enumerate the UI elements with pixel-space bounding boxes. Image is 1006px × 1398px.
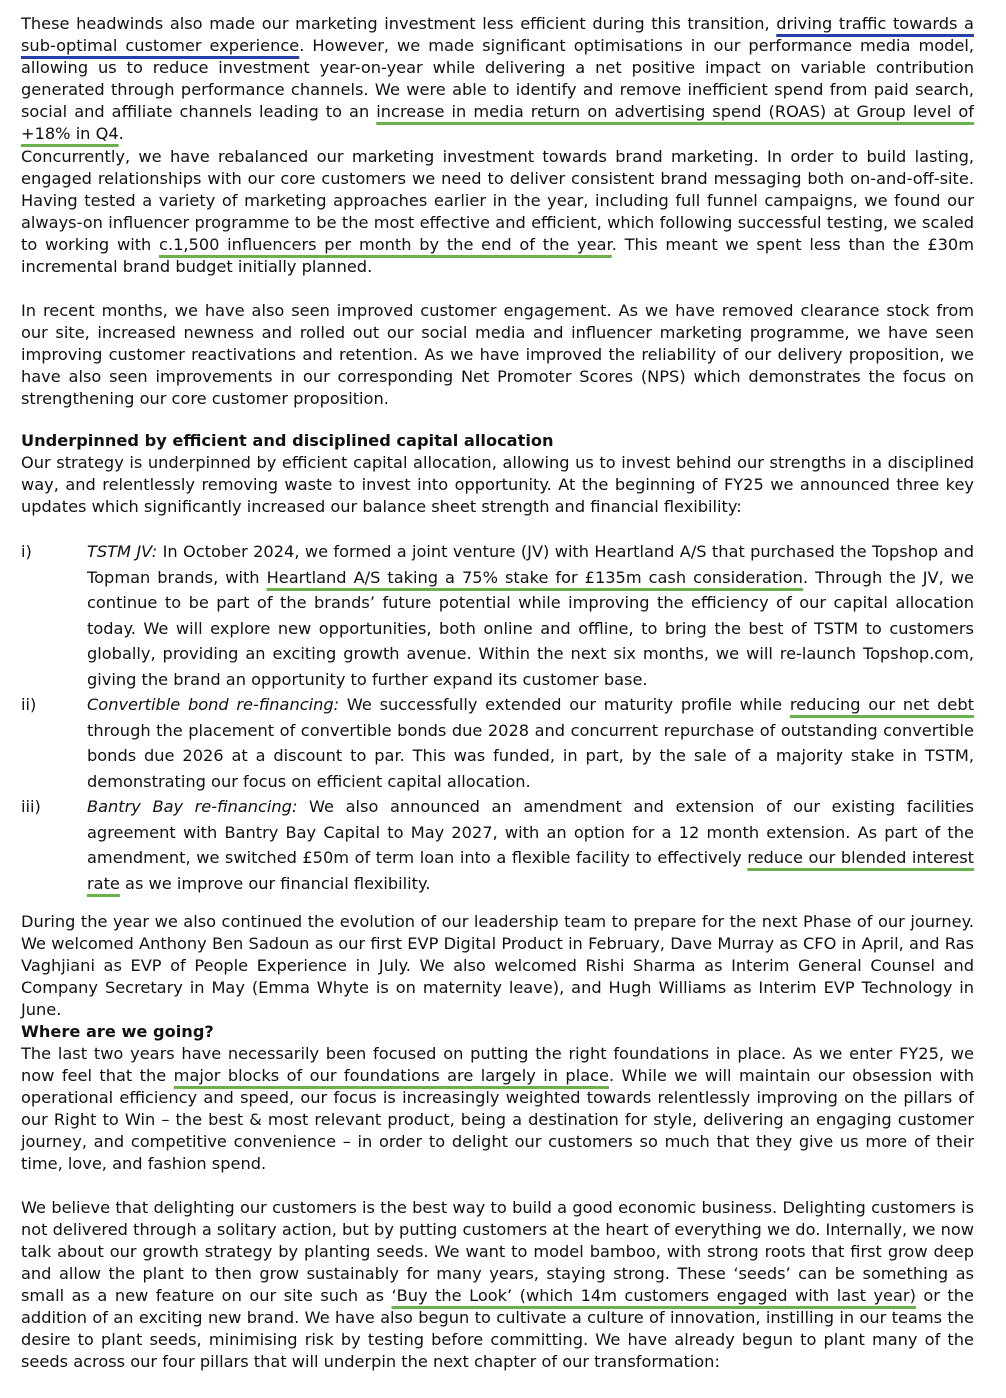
- section-heading-where-going: Where are we going?: [21, 1022, 214, 1041]
- text: as we improve our financial flexibility.: [125, 873, 431, 893]
- paragraph-growth-strategy: [21, 1197, 974, 1373]
- paragraph-capital-allocation: Our strategy is underpinned by efficient capital allocation, allowing us to invest behind our strengths in a disciplined way, and relentlessly removing waste to invest into opportunity. At the beginning of FY25 we announced three key updates which significantly increased our balance sheet strength and financial flexibility:: [21, 453, 974, 516]
- list-item-tstm-jv: [87, 539, 974, 693]
- highlight-roas-increase: increase in media return on advertising spend (ROAS) at Group level of +18% in Q4: [21, 102, 974, 143]
- list-number: i): [21, 542, 32, 561]
- highlight-heartland-stake: Heartland A/S taking a 75% stake for £135m cash consideration: [266, 567, 803, 587]
- highlight-buy-the-look: ‘Buy the Look’ (which 14m customers engaged with last year): [391, 1286, 916, 1305]
- text: . This meant we spent less than the £30m incremental brand budget initially planned.: [21, 235, 974, 276]
- text: We successfully extended our maturity profile while: [346, 695, 783, 714]
- text: . While we will maintain our obsession with operational efficiency and speed, our focus is increasingly weighted towards relentlessly improving on the pillars of our Right to Win – the best & most relevant product, being a destination for style, delivering an engaging customer journey, and competitive convenience – in order to delight our customers so much that they give us more of their time, love, and fashion spend.: [21, 1066, 974, 1173]
- text: These headwinds also made our marketing investment less efficient during this transition,: [21, 14, 770, 33]
- list-number: ii): [21, 695, 37, 714]
- list-item-title: Convertible bond re-financing:: [87, 695, 340, 714]
- highlight-foundations: major blocks of our foundations are largely in place: [173, 1066, 609, 1085]
- highlight-influencers: c.1,500 influencers per month by the end of the year: [159, 235, 612, 254]
- paragraph-leadership-team: During the year we also continued the evolution of our leadership team to prepare for the next Phase of our journey. We welcomed Anthony Ben Sadoun as our first EVP Digital Product in February, Dave Murray as CFO in April, and Ras Vaghjiani as EVP of People Experience in July. We also welcomed Rishi Sharma as Interim General Counsel and Company Secretary in May (Emma Whyte is on maternity leave), and Hugh Williams as Interim EVP Technology in June.: [21, 912, 974, 1019]
- highlight-interest-rate: reduce our blended interest rate: [87, 848, 974, 893]
- text: . However, we made significant optimisations in our performance media model, allowing us to reduce investment year-on-year while delivering a net positive impact on variable contribution generated through performance channels. We were able to identify and remove inefficient spend from paid search, social and affiliate channels leading to an: [21, 36, 974, 121]
- paragraph-marketing-efficiency: [21, 13, 974, 145]
- paragraph-foundations: [21, 1043, 974, 1175]
- text: The last two years have necessarily been focused on putting the right foundations in place. As we enter FY25, we now feel that the: [21, 1044, 974, 1085]
- text: We believe that delighting our customers is the best way to build a good economic business. Delighting customers is not delivered through a solitary action, but by putting customers at the heart of everything we do. Internally, we now talk about our growth strategy by planting seeds. We want to model bamboo, with strong roots that first grow deep and allow the plant to then grow sustainably for many years, staying strong. These ‘seeds’ can be something as small as a new feature on our site such as: [21, 1198, 974, 1305]
- text: or the addition of an exciting new brand. We have also begun to cultivate a culture of innovation, instilling in our teams the desire to plant seeds, minimising risk by testing before committing. We have already begun to plant many of the seeds across our four pillars that will underpin the next chapter of our transformation:: [21, 1286, 974, 1371]
- list-number: iii): [21, 797, 41, 816]
- list-item-title: Bantry Bay re-financing:: [87, 797, 298, 816]
- text: .: [118, 124, 124, 143]
- section-heading-capital-allocation: Underpinned by efficient and disciplined capital allocation: [21, 431, 554, 450]
- highlight-net-debt: reducing our net debt: [789, 695, 974, 714]
- list-item-convertible-bond: [87, 692, 974, 794]
- text: . Through the JV, we continue to be part of the brands’ future potential while improving the efficiency of our capital allocation today. We will explore new opportunities, both online and offline, to bring the best of TSTM to customers globally, providing an exciting growth avenue. Within the next six months, we will re-launch Topshop.com, giving the brand an opportunity to further expand its customer base.: [87, 567, 974, 689]
- text: We also announced an amendment and extension of our existing facilities agreement with Bantry Bay Capital to May 2027, with an option for a 12 month extension. As part of the amendment, we switched £50m of term loan into a flexible facility to effectively: [87, 797, 974, 868]
- highlight-suboptimal-experience: driving traffic towards a sub-optimal customer experience: [21, 14, 974, 55]
- list-item-title: TSTM JV:: [87, 542, 158, 561]
- paragraph-customer-engagement: In recent months, we have also seen improved customer engagement. As we have removed clearance stock from our site, increased newness and rolled out our social media and influencer marketing programme, we have seen improving customer reactivations and retention. As we have improved the reliability of our delivery proposition, we have also seen improvements in our corresponding Net Promoter Scores (NPS) which demonstrates the focus on strengthening our core customer proposition.: [21, 301, 974, 408]
- paragraph-brand-marketing: [21, 146, 974, 278]
- text: In October 2024, we formed a joint venture (JV) with Heartland A/S that purchased the Topshop and Topman brands, with: [87, 542, 974, 587]
- text: Concurrently, we have rebalanced our marketing investment towards brand marketing. In order to build lasting, engaged relationships with our core customers we need to deliver consistent brand messaging both on-and-off-site. Having tested a variety of marketing approaches earlier in the year, including full funnel campaigns, we found our always-on influencer programme to be the most effective and efficient, which following successful testing, we scaled to working with: [21, 147, 974, 254]
- list-item-bantry-bay: [87, 794, 974, 896]
- text: through the placement of convertible bonds due 2028 and concurrent repurchase of outstanding convertible bonds due 2026 at a discount to par. This was funded, in part, by the sale of a majority stake in TSTM, demonstrating our focus on efficient capital allocation.: [87, 720, 974, 791]
